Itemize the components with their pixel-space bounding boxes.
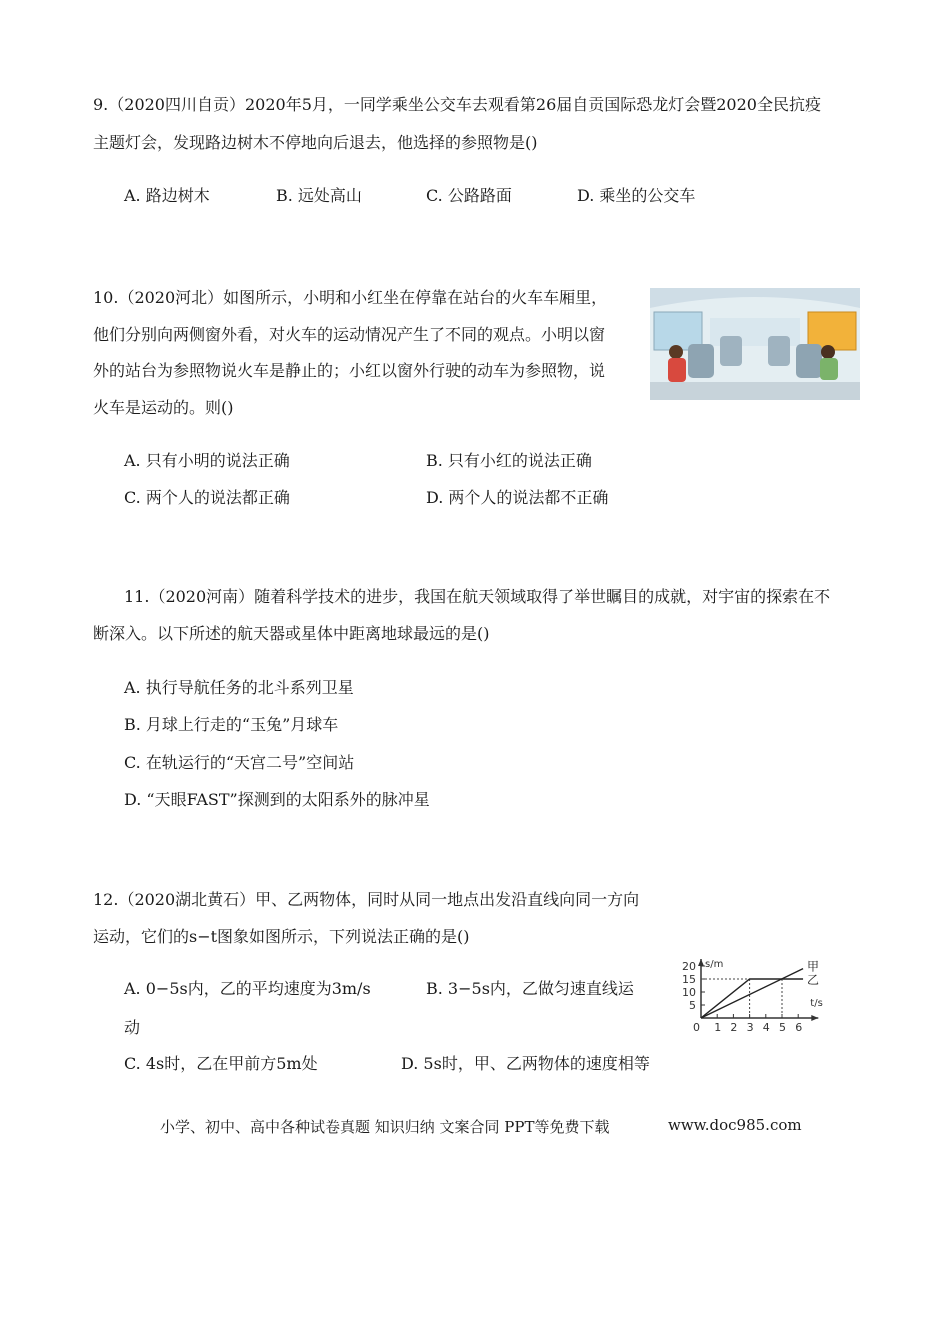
q11-option-b[interactable]: B. 月球上行走的“玉兔”月球车: [124, 715, 339, 734]
q12-option-b[interactable]: B. 3−5s内，乙做匀速直线运: [426, 979, 634, 998]
x-axis-arrow: [811, 1015, 818, 1021]
x-tick-label: 0: [693, 1021, 700, 1034]
q12-option-b-continued: 动: [124, 1018, 141, 1037]
q11-option-c[interactable]: C. 在轨运行的“天宫二号”空间站: [124, 753, 355, 772]
footer-text: 小学、初中、高中各种试卷真题 知识归纳 文案合同 PPT等免费下载: [160, 1118, 610, 1136]
q9-option-c[interactable]: C. 公路路面: [426, 186, 512, 205]
y-tick-label: 5: [689, 999, 696, 1012]
q9-option-a[interactable]: A. 路边树木: [124, 186, 210, 205]
q12-line2: 运动，它们的s−t图象如图所示，下列说法正确的是(): [93, 927, 470, 946]
series-line-jia: [701, 969, 803, 1018]
q11-line1: 11.（2020河南）随着科学技术的进步，我国在航天领域取得了举世瞩目的成就，对宇宙的探索在不: [124, 587, 831, 606]
footer-url[interactable]: www.doc985.com: [668, 1116, 802, 1134]
q10-option-b[interactable]: B. 只有小红的说法正确: [426, 451, 592, 470]
q12-option-a[interactable]: A. 0−5s内，乙的平均速度为3m/s: [124, 979, 371, 998]
series-line-yi: [701, 979, 803, 1018]
q9-option-b[interactable]: B. 远处高山: [276, 186, 362, 205]
x-tick-label: 4: [762, 1021, 770, 1034]
q10-line4: 火车是运动的。则(): [93, 398, 234, 417]
y-axis-arrow: [698, 959, 704, 966]
y-tick-label: 10: [682, 986, 696, 999]
x-tick-label: 5: [779, 1021, 786, 1034]
y-axis-label: s/m: [705, 959, 724, 970]
q12-line1: 12.（2020湖北黄石）甲、乙两物体，同时从同一地点出发沿直线向同一方向: [93, 890, 640, 909]
series-label-jia: 甲: [807, 959, 820, 974]
x-tick-label: 6: [795, 1021, 803, 1034]
y-tick-label: 15: [682, 973, 696, 986]
y-tick-label: 20: [682, 960, 696, 973]
x-tick-label: 2: [730, 1021, 738, 1034]
x-axis-label: t/s: [810, 998, 823, 1009]
q10-option-c[interactable]: C. 两个人的说法都正确: [124, 488, 290, 507]
q9-option-d[interactable]: D. 乘坐的公交车: [577, 186, 696, 205]
x-tick-label: 3: [746, 1021, 754, 1034]
q12-option-d[interactable]: D. 5s时，甲、乙两物体的速度相等: [401, 1054, 650, 1073]
q11-option-a[interactable]: A. 执行导航任务的北斗系列卫星: [124, 678, 354, 697]
q9-line1: 9.（2020四川自贡）2020年5月，一同学乘坐公交车去观看第26届自贡国际恐龙灯会暨2020全民抗疫: [93, 95, 821, 114]
q10-line1: 10.（2020河北）如图所示，小明和小红坐在停靠在站台的火车车厢里，: [93, 288, 608, 307]
q10-option-a[interactable]: A. 只有小明的说法正确: [124, 451, 290, 470]
q10-line2: 他们分别向两侧窗外看，对火车的运动情况产生了不同的观点。小明以窗: [93, 325, 606, 344]
q11-option-d[interactable]: D. “天眼FAST”探测到的太阳系外的脉冲星: [124, 790, 430, 809]
train-carriage-illustration: [650, 288, 860, 400]
q11-line2: 断深入。以下所述的航天器或星体中距离地球最远的是(): [93, 624, 490, 643]
q12-option-c[interactable]: C. 4s时，乙在甲前方5m处: [124, 1054, 318, 1073]
q10-line3: 外的站台为参照物说火车是静止的；小红以窗外行驶的动车为参照物，说: [93, 361, 606, 380]
series-label-yi: 乙: [807, 973, 820, 987]
q9-line2: 主题灯会，发现路边树木不停地向后退去，他选择的参照物是(): [93, 133, 538, 152]
x-tick-label: 1: [714, 1021, 722, 1034]
s-t-graph: [670, 888, 860, 1038]
q10-option-d[interactable]: D. 两个人的说法都不正确: [426, 488, 609, 507]
